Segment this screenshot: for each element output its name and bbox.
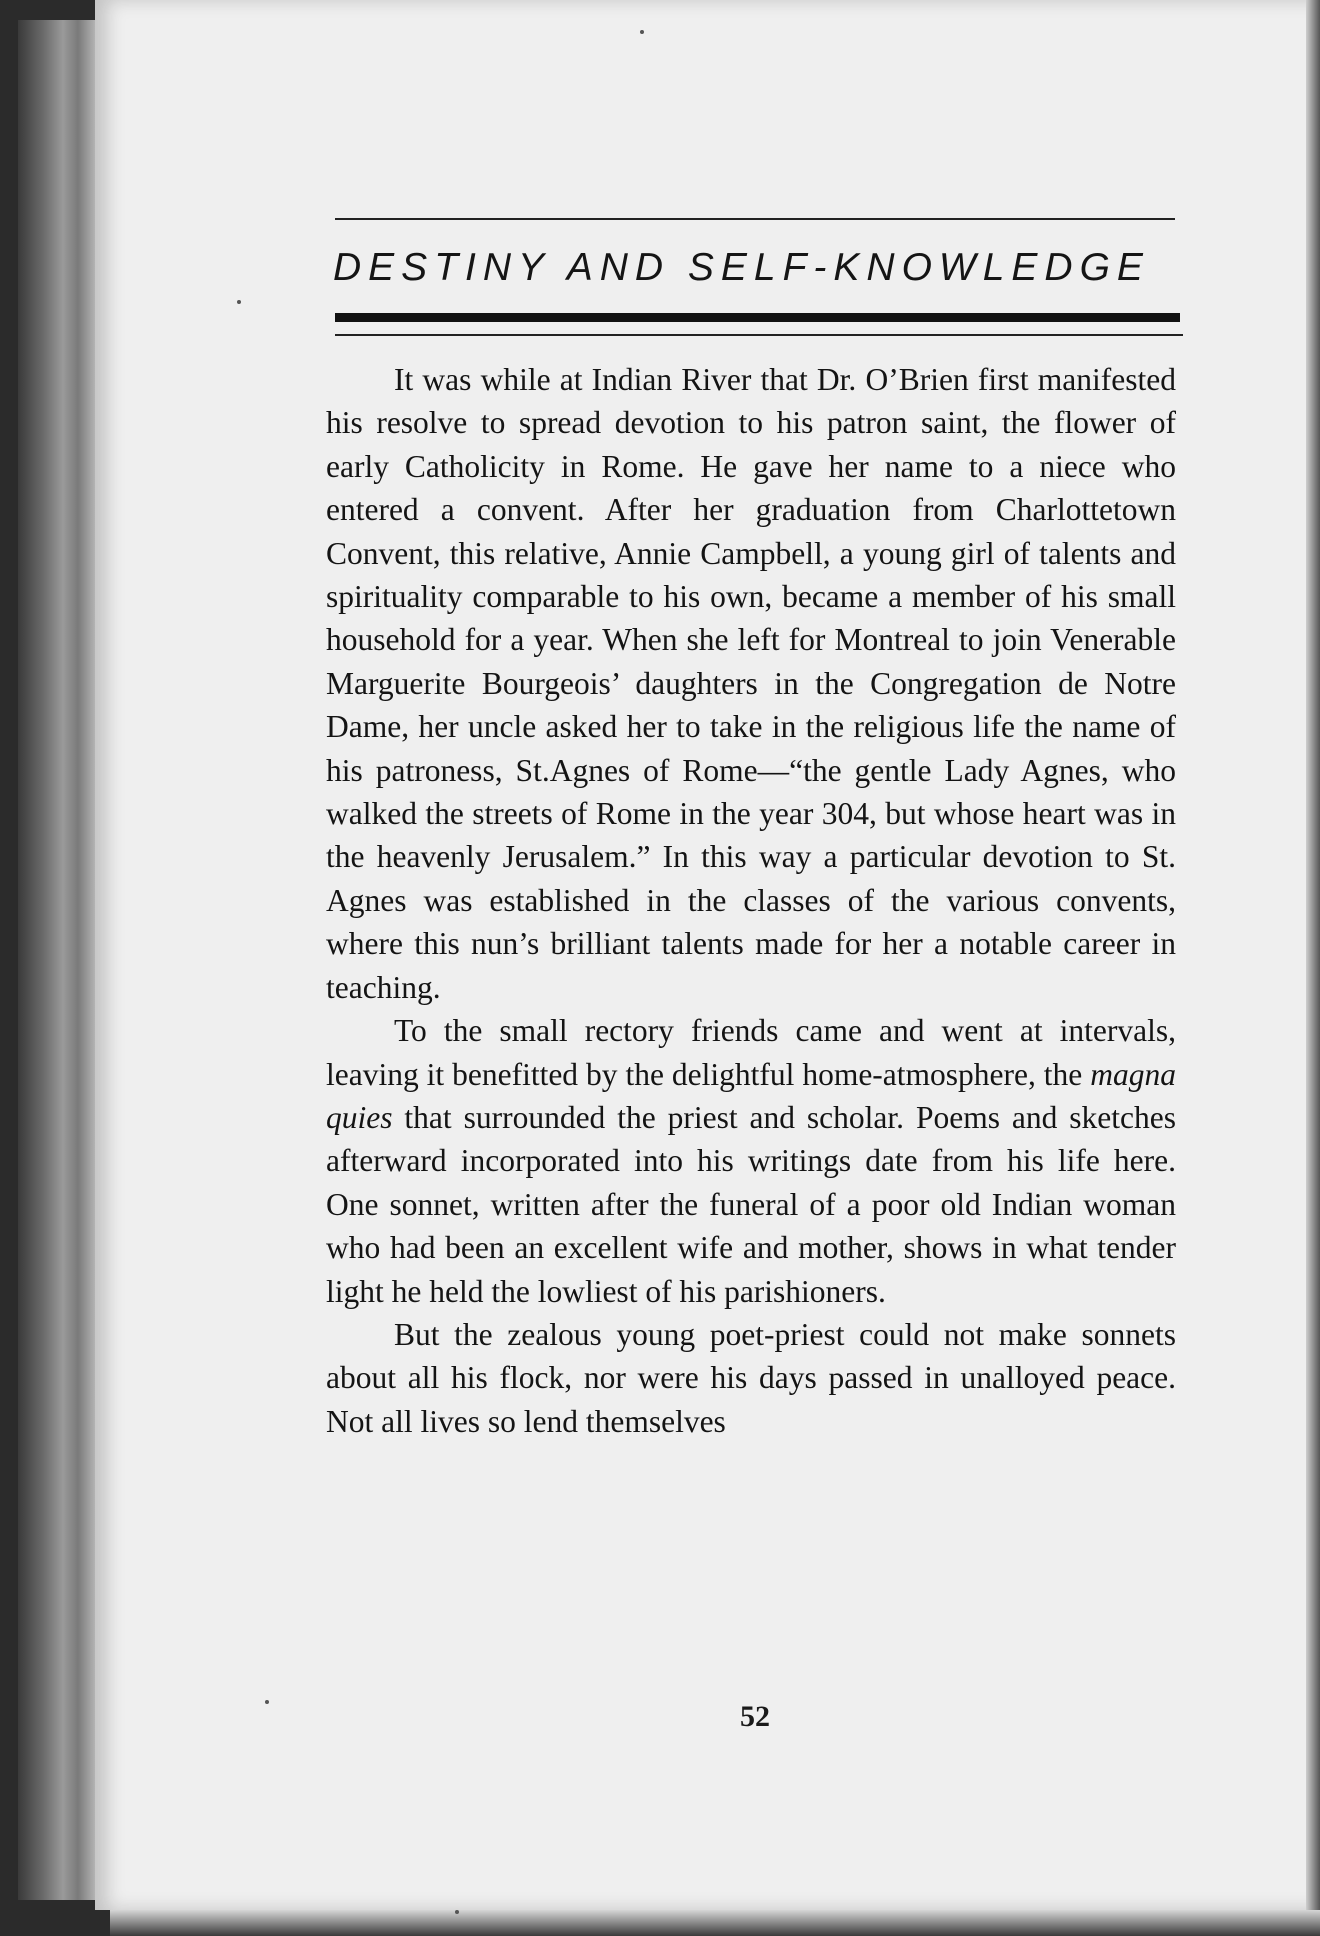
page-right-edge xyxy=(1306,0,1320,1936)
header-bottom-rule xyxy=(335,334,1183,336)
paragraph: To the small rectory friends came and went at intervals, leaving it benefitted by the delightful home-atmosphere, the magna quies that surrounded the priest and scholar. Poems and sketches afterward incorporated into his writings date from his life here. One sonnet, written after the funeral of a poor old Indian woman who had been an excellent wife and mother, shows in what tender light he held the lowliest of his parishioners. xyxy=(326,1013,1176,1309)
running-title: DESTINY AND SELF-KNOWLEDGE xyxy=(333,246,1150,289)
page-bottom-edge xyxy=(110,1910,1320,1936)
dust-speck xyxy=(640,30,644,34)
paragraph: But the zealous young poet-priest could not make sonnets about all his flock, nor were his days passed in unalloyed peace. Not all lives so lend themselves xyxy=(326,1316,1176,1439)
dust-speck xyxy=(237,300,241,304)
latin-phrase: magna quies xyxy=(326,1056,1176,1135)
header-thick-rule xyxy=(335,313,1180,322)
dust-speck xyxy=(455,1910,459,1914)
paragraph: It was while at Indian River that Dr. O’Brien first manifested his resolve to spread devotion to his patron saint, the flower of early Catholicity in Rome. He gave her name to a niece who entered a convent. After her graduation from Charlottetown Convent, this relative, Annie Campbell, a young girl of talents and spirituality comparable to his own, became a member of his small household for a year. When she left for Montreal to join Venerable Marguerite Bourgeois’ daughters in the Congregation de Notre Dame, her uncle asked her to take in the religious life the name of his patroness, St.Agnes of Rome—“the gentle Lady Agnes, who walked the streets of Rome in the year 304, but whose heart was in the heavenly Jerusalem.” In this way a particular devotion to St. Agnes was established in the classes of the various convents, where this nun’s brilliant talents made for her a notable career in teaching. xyxy=(326,362,1176,1005)
page-number: 52 xyxy=(740,1700,770,1733)
body-text xyxy=(326,358,1176,1443)
dust-speck xyxy=(265,1700,269,1704)
header-top-rule xyxy=(335,218,1175,220)
